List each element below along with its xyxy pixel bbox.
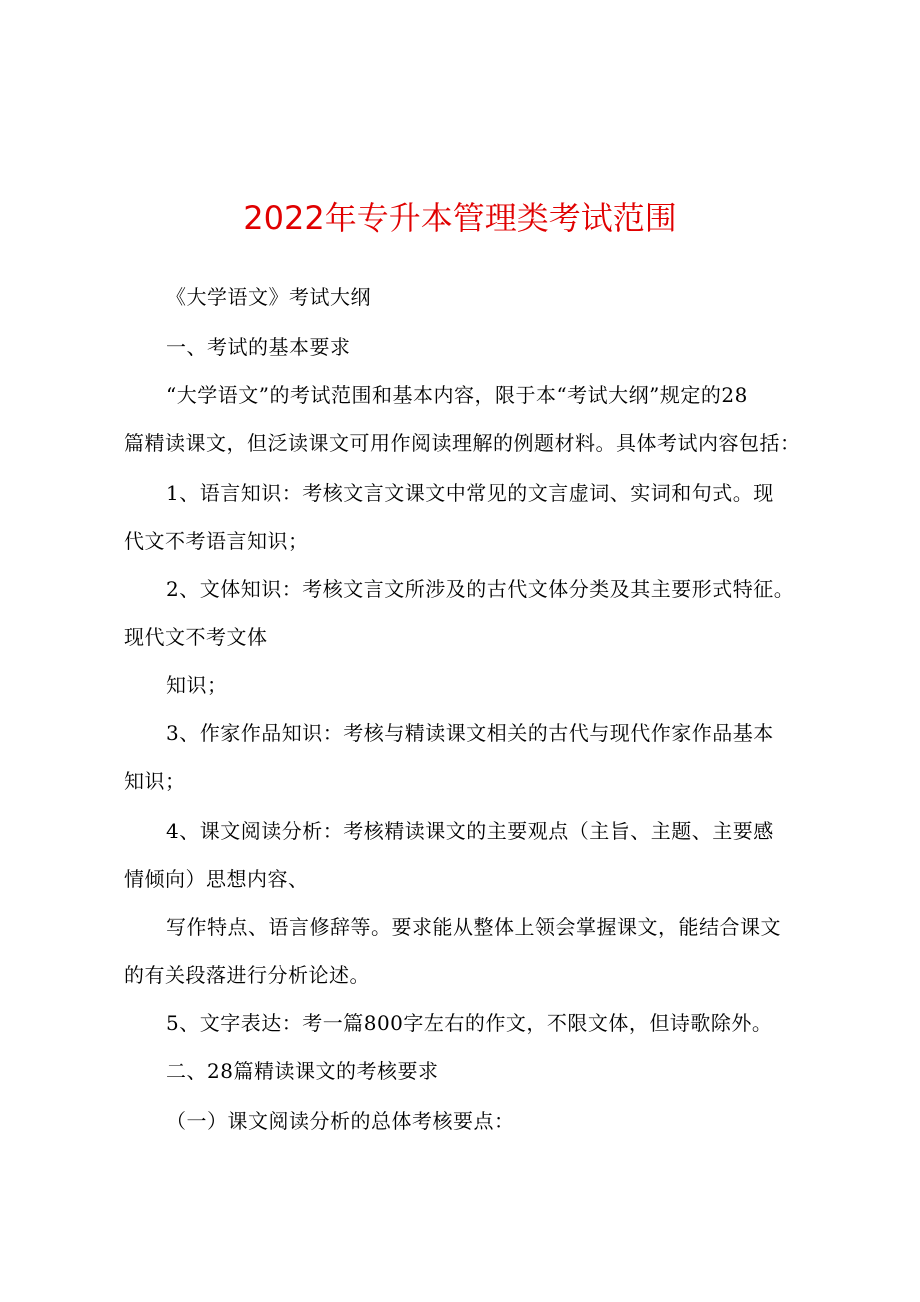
text-line: 3、作家作品知识：考核与精读课文相关的古代与现代作家作品基本 xyxy=(166,721,774,745)
document-title: 2022年专升本管理类考试范围 xyxy=(243,199,677,237)
text-line: 情倾向）思想内容、 xyxy=(124,867,309,891)
text-line: 现代文不考文体 xyxy=(124,625,268,649)
text-line-subsection-heading: （一）课文阅读分析的总体考核要点： xyxy=(166,1109,515,1133)
text-line-section-one-heading: 一、考试的基本要求 xyxy=(166,335,351,359)
text-line: 5、文字表达：考一篇800字左右的作文，不限文体，但诗歌除外。 xyxy=(166,1011,773,1035)
text-line: “大学语文”的考试范围和基本内容，限于本“考试大纲”规定的28 xyxy=(166,383,748,407)
text-line: 2、文体知识：考核文言文所涉及的古代文体分类及其主要形式特征。 xyxy=(166,577,795,601)
text-line-section-two-heading: 二、28篇精读课文的考核要求 xyxy=(166,1059,439,1083)
text-line: 的有关段落进行分析论述。 xyxy=(124,963,370,987)
text-line-syllabus-heading: 《大学语文》考试大纲 xyxy=(166,285,371,309)
text-line: 1、语言知识：考核文言文课文中常见的文言虚词、实词和句式。现 xyxy=(166,481,774,505)
text-line: 代文不考语言知识； xyxy=(124,529,309,553)
text-line: 写作特点、语言修辞等。要求能从整体上领会掌握课文，能结合课文 xyxy=(166,915,781,939)
text-line: 知识； xyxy=(124,769,186,793)
text-line: 篇精读课文，但泛读课文可用作阅读理解的例题材料。具体考试内容包括： xyxy=(124,431,801,455)
text-line: 4、课文阅读分析：考核精读课文的主要观点（主旨、主题、主要感 xyxy=(166,819,774,843)
text-line: 知识； xyxy=(166,673,228,697)
